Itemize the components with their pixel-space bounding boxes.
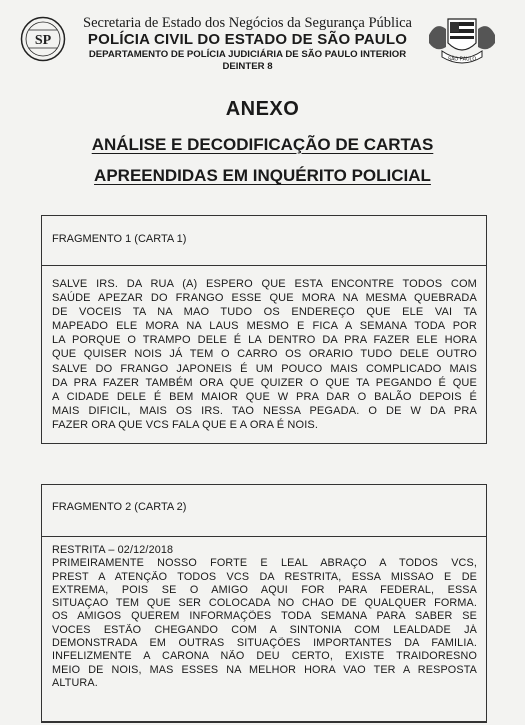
fragment-line: INFELIZMENTE A CARONA NÃO DEU CERTO, EXISTE TRAIDORESNO bbox=[52, 650, 477, 663]
subtitle-line-1: ANÁLISE E DECODIFICAÇÃO DE CARTAS bbox=[91, 135, 434, 154]
fragment-line: RESTRITA – 02/12/2018 bbox=[52, 544, 174, 556]
fragment-line: SAÚDE APEZAR DO FRANGO ESSE QUE MORA NA MESMA QUEBRADA bbox=[52, 292, 477, 305]
fragment-line: VOCES ESTÃO CHEGANDO COM A SINTONIA COM LEALDADE JÁ bbox=[52, 623, 477, 636]
fragment-line: OS AMIGOS QUEREM INFORMAÇÕES TODA SEMANA PARA SABER SE bbox=[52, 610, 477, 623]
header-secretaria: Secretaria de Estado dos Negócios da Segurança Pública bbox=[83, 15, 412, 31]
fragment-1-label: FRAGMENTO 1 (CARTA 1) bbox=[42, 216, 486, 266]
fragment-line: DE VOCEIS TA NA MAO TUDO OS ENDEREÇO QUE ELE VAI TA bbox=[52, 306, 477, 319]
fragment-line: SALVE IRS. DA RUA (A) ESPERO QUE ESTA ENCONTRE TODOS COM bbox=[52, 278, 477, 290]
fragment-line: DEMONSTRADA EM OUTRAS SITUAÇÕES IMPORTANTES DA FAMILIA. bbox=[52, 637, 477, 650]
fragment-2-box bbox=[41, 484, 487, 723]
fragment-line: SALVE DO FRANGO JAPONEIS É UM POUCO MAIS COMPLICADO MAIS bbox=[52, 362, 477, 375]
header-policia-civil: POLÍCIA CIVIL DO ESTADO DE SÃO PAULO bbox=[87, 31, 408, 48]
fragment-line: LA PORQUE O TRAMPO DELE É LA DENTRO DA PRA FAZER ELE HORA bbox=[52, 334, 477, 347]
fragment-1-box bbox=[41, 215, 487, 444]
fragment-line: A CIDADE DELE É BEM MAIOR QUE W PRA DAR O BALÃO DEPOIS É bbox=[52, 390, 477, 403]
subtitle-line-2: APREENDIDAS EM INQUÉRITO POLICIAL bbox=[94, 166, 431, 185]
ssp-seal-logo bbox=[20, 16, 66, 62]
fragment-line: QUE QUISER NOIS JÁ TEM O CARRO OS ORARIO TUDO DELE OUTRO bbox=[52, 348, 477, 361]
fragment-line: ALTURA. bbox=[52, 676, 98, 689]
fragment-line: MAIS DIFICIL, MAIS OS IRS. TAO NESSA PEGADA. O DE W DA PRA bbox=[52, 404, 477, 417]
fragment-line: MEIO DE NOIS, MAS ESSES NA MELHOR HORA VAO TER A RESPOSTA bbox=[52, 663, 477, 676]
header-departamento: DEPARTAMENTO DE POLÍCIA JUDICIÁRIA DE SÃO PAULO INTERIOR bbox=[88, 49, 407, 60]
svg-text:SP: SP bbox=[34, 33, 52, 48]
fragment-2-text bbox=[42, 537, 486, 690]
fragment-line: EXTREMA, POIS SE O AMIGO AQUI FOR PARA FEDERAL, ESSA bbox=[52, 583, 477, 596]
fragment-line: PREST A ATENÇÃO TODOS VCS DA RESTRITA, ESSA MISSAO E DE bbox=[52, 570, 477, 583]
page-title: ANEXO bbox=[225, 98, 300, 120]
fragment-line: MAPEADO ELE MORA NA LAUS MESMO E FICA A SEMANA TODA POR bbox=[52, 320, 477, 333]
fragment-2-label: FRAGMENTO 2 (CARTA 2) bbox=[42, 485, 486, 537]
fragment-line: SITUAÇAO TEM QUE SER COLOCADA NO CHAO DE QUALQUER FORMA. bbox=[52, 597, 477, 610]
fragment-line: PRIMEIRAMENTE NOSSO FORTE E LEAL ABRAÇO A TODOS VCS, bbox=[52, 557, 477, 570]
header-deinter: DEINTER 8 bbox=[222, 61, 273, 72]
fragment-line: DA PRA FAZER TAMBÉM ORA QUE QUIZER O QUE TA PEGANDO É QUE bbox=[52, 376, 477, 389]
policia-civil-coat-of-arms bbox=[426, 13, 498, 67]
fragment-1-text bbox=[42, 266, 486, 432]
fragment-line: FAZER ORA QUE VCS FALA QUE E A ORA É NOIS. bbox=[52, 418, 319, 431]
svg-text:SÃO PAULO: SÃO PAULO bbox=[447, 56, 477, 63]
